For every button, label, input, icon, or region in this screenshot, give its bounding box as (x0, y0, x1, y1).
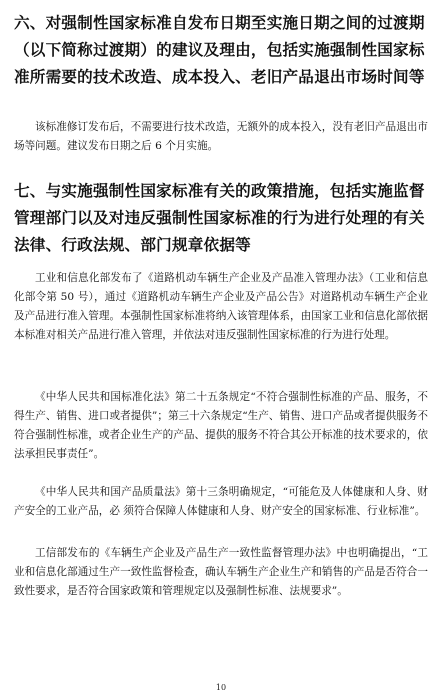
section-6-paragraph: 该标准修订发布后，不需要进行技术改造，无额外的成本投入，没有老旧产品退出市场等问题。建议发布日期之后 6 个月实施。 (14, 121, 428, 152)
section-6-heading: 六、对强制性国家标准自发布日期至实施日期之间的过渡期（以下简称过渡期）的建议及理由，包括实施强制性国家标准所需要的技术改造、成本投入、老旧产品退出市场时间等 (14, 14, 425, 86)
section-7-paragraph-4: 工信部发布的《车辆生产企业及产品生产一致性监督管理办法》中也明确提出，“工业和信息化部通过生产一致性监督检查，确认车辆生产企业生产和销售的产品是否符合一致性要求，是否符合国家政策和管理规定以及强制性标准、法规要求”。 (14, 547, 428, 597)
section-7-paragraph-1: 工业和信息化部发布了《道路机动车辆生产企业及产品准入管理办法》（工业和信息化部令第 50 号），通过《道路机动车辆生产企业及产品公告》对道路机动车辆生产企业及产品进行准入管理。本强制性国家标准将纳入该管理体系，由国家工业和信息化部依据本标准对相关产品进行准入管理，并依法对违反强制性国家标准的行为进行处理。 (14, 272, 428, 341)
section-7-heading: 七、与实施强制性国家标准有关的政策措施，包括实施监督管理部门以及对违反强制性国家标准的行为进行处理的有关法律、行政法规、部门规章依据等 (14, 182, 425, 254)
section-7-paragraph-3: 《中华人民共和国产品质量法》第十三条明确规定，“可能危及人体健康和人身、财产安全的工业产品，必 须符合保障人体健康和人身、财产安全的国家标准、行业标准”。 (14, 486, 428, 517)
page-number: 10 (215, 683, 227, 692)
section-7-paragraph-2: 《中华人民共和国标准化法》第二十五条规定“不符合强制性标准的产品、服务，不得生产、销售、进口或者提供”；第三十六条规定“生产、销售、进口产品或者提供服务不符合强制性标准，或者企业生产的产品、提供的服务不符合其公开标准的技术要求的，依法承担民事责任”。 (14, 391, 428, 460)
